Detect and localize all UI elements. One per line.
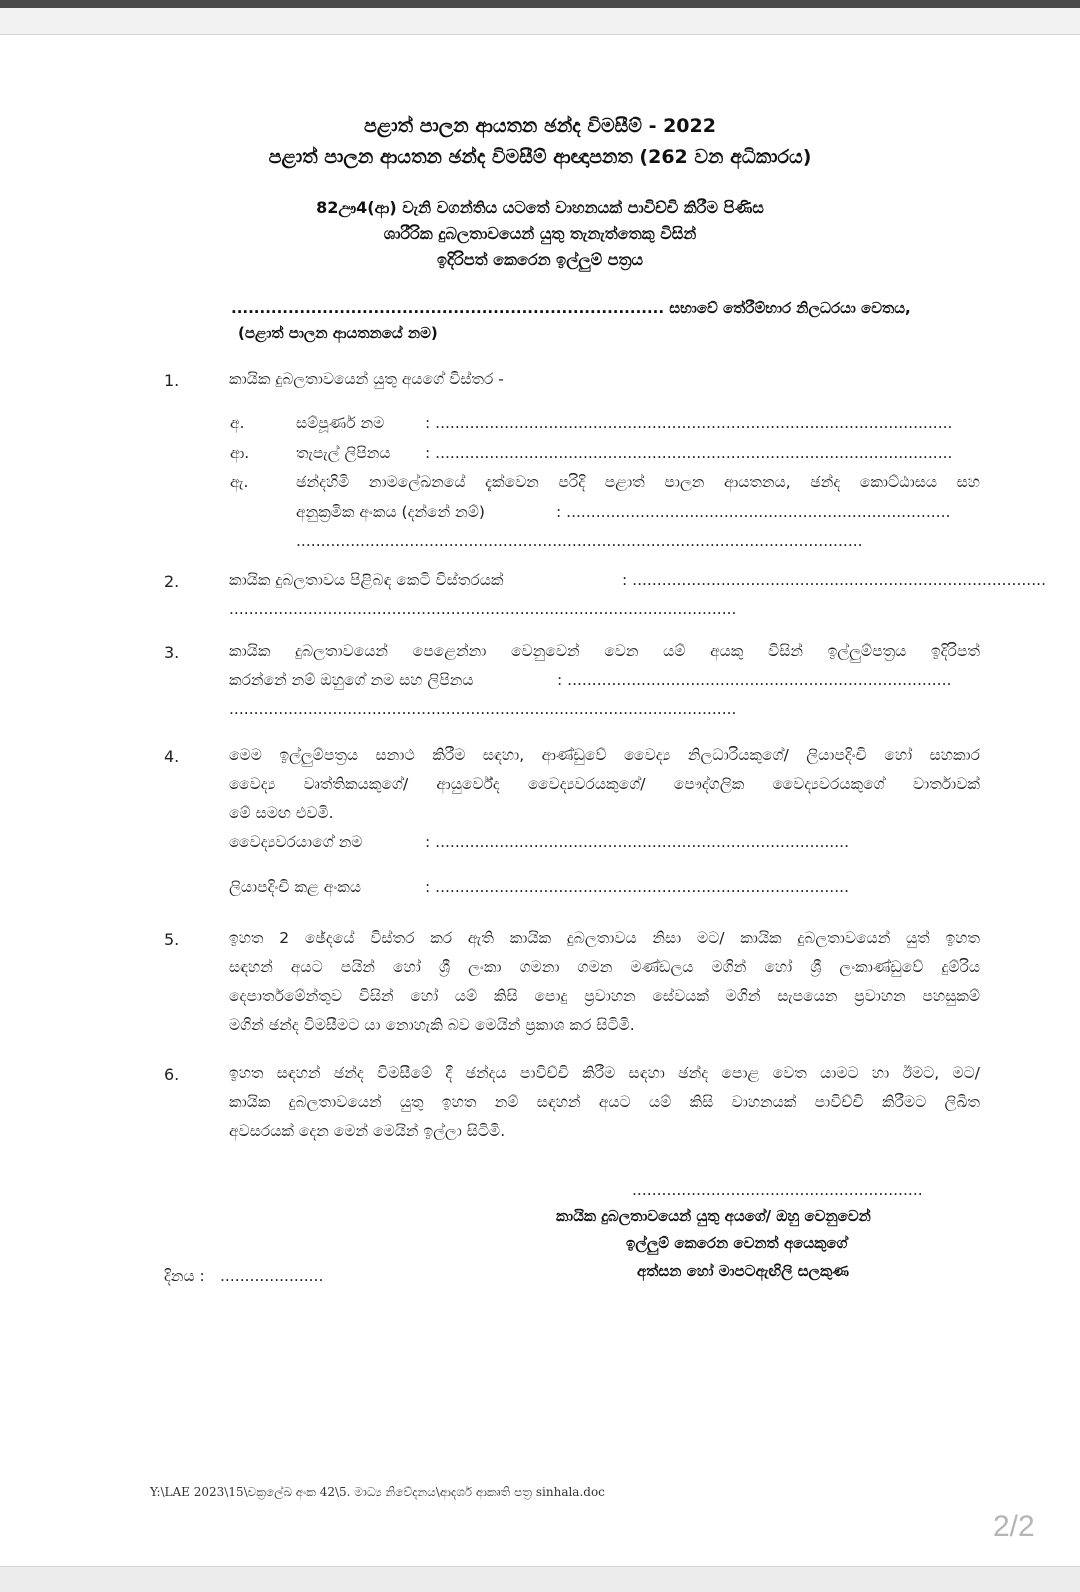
registration-number-field: : .................................................................................... [425,878,850,896]
viewer-top-edge [0,0,1080,8]
item-1c-label: ඇ. [230,473,249,491]
item-1-number: 1. [164,371,180,390]
item-1b-label: ආ. [230,444,250,462]
signature-line: ........................................................... [632,1181,923,1199]
item-5-text-line-1: ඉහත 2 ඡේදයේ විස්තර කර ඇති කායික දුබලතාවය නිසා මට/ කායික දුබලතාවයෙන් යුත් ඉහත [229,929,980,947]
addressee-note: (පළාත් පාලන ආයතනයේ නම) [238,324,438,342]
electoral-details-field: ................................................................................................................... [296,532,863,550]
item-4-text-line-2: වෛද්‍ය වෘත්තිකයකුගේ/ ආයුර්වේද වෛද්‍යවරයකුගේ/ පෞද්ගලික වෛද්‍යවරයකුගේ වාර්තාවක් [229,775,980,793]
file-path-footer: Y:\LAE 2023\15\චක්‍රලේඛ අංක 42\5. මාධ්‍ය නිවේදනය\ආදර්ශ ආකෘති පත්‍ර sinhala.doc [150,1485,605,1499]
item-1-text: කායික දුබලතාවයෙන් යුතු අයගේ විස්තර - [229,370,504,388]
page-indicator: 2/2 [993,1510,1035,1543]
full-name-field: : ......................................................................................................... [425,414,953,432]
viewer-bottom-bar [0,1566,1080,1592]
item-5-text-line-3: දෙපාර්තමේන්තුව විසින් හෝ යම් කිසි පොදු ප්‍රවාහන සේවයක් මගින් සැපයෙන ප්‍රවාහන පහසුකම් [229,987,980,1005]
item-4-number: 4. [164,747,180,766]
signature-caption-line-2: ඉල්ලුම් කෙරෙන වෙනත් අයෙකුගේ [626,1234,848,1252]
item-6-number: 6. [164,1065,180,1084]
item-2-text: කායික දුබලතාවය පිළිබඳ කෙටි විස්තරයක් [229,571,504,589]
item-3-text-line-1: කායික දුබලතාවයෙන් පෙළෙන්නා වෙනුවෙන් වෙන යම් අයකු විසින් ඉල්ලුම්පත්‍රය ඉදිරිපත් [229,642,980,660]
disability-description-field: : .................................................................................... [622,571,1047,589]
item-3-text-line-2: කරන්නේ නම් ඔහුගේ නම සහ ලිපිනය [229,671,474,689]
addressee-line: ............................................................................ සභාවේ තේරීම්භාර නිලධරයා වෙතය, [231,299,911,317]
form-title-line-2: පළාත් පාලන ආයතන ඡන්ද විමසීම් ආඥාපනත (262 වන අධිකාරය) [268,146,812,168]
item-5-number: 5. [164,930,180,949]
item-6-text-line-2: කායික දුබලතාවයෙන් යුතු ඉහත නම් සඳහන් අයට යම් කිසි වාහනයක් පාවිච්චි කිරීමට ලිඛිත [229,1093,980,1111]
form-subtitle-line-3: ඉදිරිපත් කෙරෙන ඉල්ලුම් පත්‍රය [436,250,644,269]
postal-address-field: : ......................................................................................................... [425,444,953,462]
form-title-line-1: පළාත් පාලන ආයතන ඡන්ද විමසීම් - 2022 [364,115,716,137]
item-6-text-line-1: ඉහත සඳහන් ඡන්ද විමසීමේ දී ඡන්දය පාවිච්චි කිරීම සඳහා ඡන්ද පොළ වෙත යාමට හා ඊමට, මට/ [229,1064,980,1082]
form-subtitle-line-2: ශාරීරික දුබලතාවයෙන් යුතු තැනැත්තෙකු විසින් [383,224,697,243]
doctor-name-label: වෛද්‍යවරයාගේ නම [229,833,363,851]
signature-caption-line-3: අත්සන හෝ මාපටඇඟිලි සලකුණ [637,1262,850,1280]
date-label: දිනය : [164,1267,205,1285]
item-6-text-line-3: අවසරයක් දෙන මෙන් මෙයින් ඉල්ලා සිටිමි. [229,1122,506,1140]
applicant-name-address-field: : .............................................................................. [557,671,952,689]
serial-number-field: : .............................................................................. [556,503,951,521]
item-1a-text: සම්පූර්ණ නම [296,414,385,432]
item-1a-label: අ. [230,414,245,432]
item-1c-text-line-2: අනුක්‍රමික අංකය (දන්නේ නම්) [296,503,485,521]
item-1b-text: තැපැල් ලිපිනය [296,444,391,462]
form-subtitle-line-1: 82ඌ4(ආ) වැනි වගන්තිය යටතේ වාහනයක් පාවිච්චි කිරීම පිණිස [316,198,764,217]
date-field: ..................... [220,1267,324,1285]
document-page [0,35,1080,1565]
item-3-number: 3. [164,643,180,662]
registration-number-label: ලියාපදිංචි කළ අංකය [229,878,362,896]
item-4-text-line-1: මෙම ඉල්ලුම්පත්‍රය සනාථ කිරීම සඳහා, ආණ්ඩුවේ වෛද්‍ය නිලධාරියකුගේ/ ලියාපදිංචි හෝ සහකාර [229,746,980,764]
disability-description-field-2: ....................................................................................................... [229,600,737,618]
signature-caption-line-1: කායික දුබලතාවයෙන් යුතු අයගේ/ ඔහු වෙනුවෙන් [556,1207,871,1225]
item-4-text-line-3: මේ සමඟ එවමි. [229,804,334,822]
viewer-toolbar [0,8,1080,35]
item-2-number: 2. [164,572,180,591]
item-5-text-line-2: සඳහන් අයට පයින් හෝ ශ්‍රී ලංකා ගමනා ගමන මණ්ඩලය මගින් හෝ ශ්‍රී ලංකාණ්ඩුවේ දුම්රිය [229,958,980,976]
item-1c-text-line-1: ඡන්දහිමි නාමලේඛනයේ දැක්වෙන පරිදි පළාත් පාලන ආයතනය, ඡන්ද කොට්ඨාසය සහ [296,473,980,491]
applicant-name-address-field-2: ....................................................................................................... [229,700,737,718]
item-5-text-line-4: මගින් ඡන්ද විමසීමට යා නොහැකි බව මෙයින් ප්‍රකාශ කර සිටිමි. [229,1016,635,1034]
doctor-name-field: : .................................................................................... [425,833,850,851]
